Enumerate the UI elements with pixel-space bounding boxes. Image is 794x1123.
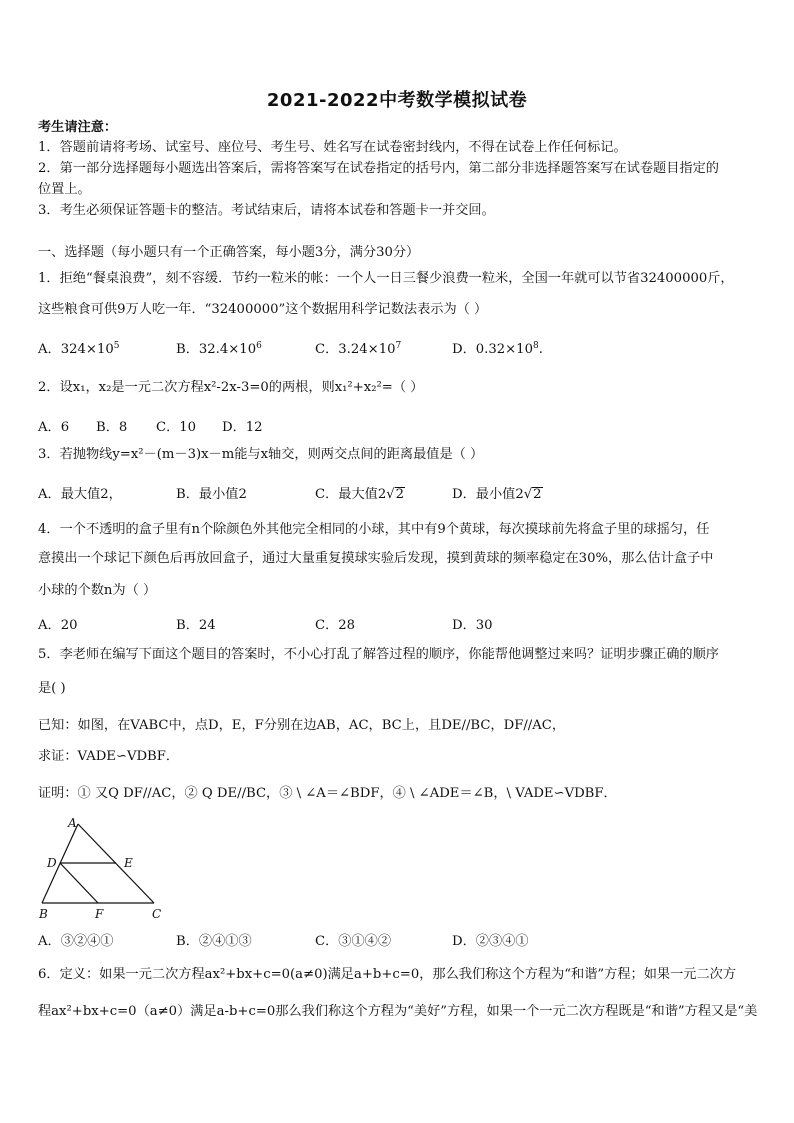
- q4-option-a[interactable]: A．20: [38, 618, 78, 633]
- q1-stem-line-2: 这些粮食可供9万人吃一年．“32400000”这个数据用科学记数法表示为（ ）: [38, 302, 488, 317]
- q1-options: [38, 338, 758, 358]
- notice-heading: 考生请注意：: [38, 120, 118, 135]
- q2-option-d[interactable]: D．12: [222, 420, 263, 435]
- notice-line-3: 位置上。: [38, 182, 91, 197]
- q2-option-a[interactable]: A．6: [38, 420, 70, 435]
- label-f: F: [95, 907, 104, 920]
- label-b: B: [39, 907, 48, 920]
- q3-option-b[interactable]: B．最小值2: [176, 487, 247, 502]
- q6-stem-line-2: 程ax²+bx+c=0（a≠0）满足a-b+c=0那么我们称这个方程为“美好”方程，如果一个一元二次方程既是“和谐”方程又是“美: [38, 1004, 758, 1019]
- notice-line-4: 3．考生必须保证答题卡的整洁。考试结束后，请将本试卷和答题卡一并交回。: [38, 203, 495, 218]
- q5-proof: 证明：① 又Q DF//AC，② Q DE//BC，③ \ ∠A＝∠BDF，④ \ ∠ADE＝∠B，\ VADE∽VDBF．: [38, 786, 617, 801]
- q4-stem-line-2: 意摸出一个球记下颜色后再放回盒子，通过大量重复摸球实验后发现，摸到黄球的频率稳定在30%，那么估计盒子中: [38, 551, 714, 566]
- q4-stem-line-1: 4．一个不透明的盒子里有n个除颜色外其他完全相同的小球，其中有9个黄球，每次摸球前先将盒子里的球摇匀，任: [38, 522, 710, 537]
- q2-stem: 2．设x₁，x₂是一元二次方程x²-2x-3=0的两根，则x₁²+x₂²=（ ）: [38, 380, 424, 395]
- q3-options: [38, 483, 758, 503]
- q4-option-d[interactable]: D．30: [452, 618, 493, 633]
- label-e: E: [124, 856, 133, 870]
- q3-option-a[interactable]: A．最大值2，: [38, 487, 122, 502]
- q4-options: [38, 614, 758, 634]
- q5-option-b[interactable]: B．②④①③: [176, 934, 252, 949]
- label-c: C: [152, 907, 162, 920]
- segment-df: [60, 863, 98, 903]
- label-a: A: [68, 816, 77, 830]
- page-title: 2021-2022中考数学模拟试卷: [266, 90, 528, 111]
- q4-option-b[interactable]: B．24: [176, 618, 216, 633]
- q5-prove: 求证：VADE∽VDBF．: [38, 749, 180, 764]
- q5-given: 已知：如图，在VABC中，点D，E，F分别在边AB，AC，BC上，且DE//BC，DF//AC，: [38, 718, 566, 733]
- q1-option-b[interactable]: B．$32.4\times 10^6$: [176, 341, 262, 357]
- q2-option-c[interactable]: C．10: [156, 420, 197, 435]
- sqrt-symbol: √: [523, 487, 533, 502]
- q1-option-a[interactable]: A．$324\times 10^5$: [38, 341, 120, 357]
- q4-option-c[interactable]: C．28: [315, 618, 356, 633]
- section-heading: 一、选择题（每小题只有一个正确答案，每小题3分，满分30分）: [38, 245, 420, 260]
- q5-stem-line-1: 5．李老师在编写下面这个题目的答案时，不小心打乱了解答过程的顺序，你能帮他调整过来吗？证明步骤正确的顺序: [38, 647, 719, 662]
- triangle-figure: [36, 815, 176, 920]
- q1-option-c[interactable]: C．$3.24\times 10^7$: [315, 341, 402, 357]
- notice-line-1: 1．答题前请将考场、试室号、座位号、考生号、姓名写在试卷密封线内，不得在试卷上作任何标记。: [38, 140, 627, 155]
- q5-options: [38, 930, 758, 950]
- q5-option-d[interactable]: D．②③④①: [452, 934, 529, 949]
- q2-options: [38, 416, 758, 436]
- q3-option-d[interactable]: D．最小值2√2: [452, 487, 542, 502]
- q5-option-c[interactable]: C．③①④②: [315, 934, 392, 949]
- notice-line-2: 2．第一部分选择题每小题选出答案后，需将答案写在试卷指定的括号内，第二部分非选择题答案写在试卷题目指定的: [38, 161, 719, 176]
- q5-option-a[interactable]: A．③②④①: [38, 934, 114, 949]
- q2-option-b[interactable]: B．8: [96, 420, 128, 435]
- q1-stem-line-1: 1．拒绝“餐桌浪费”，刻不容缓．节约一粒米的帐：一个人一日三餐少浪费一粒米，全国一年就可以节省32400000斤，: [38, 271, 734, 286]
- q4-stem-line-3: 小球的个数n为（ ）: [38, 583, 157, 598]
- sqrt-symbol: √: [386, 487, 395, 502]
- q5-stem-line-2: 是( ): [38, 681, 66, 696]
- q3-option-c[interactable]: C．最大值2√2: [315, 487, 405, 502]
- q6-stem-line-1: 6．定义：如果一元二次方程ax²+bx+c=0(a≠0)满足a+b+c=0，那么我们称这个方程为“和谐”方程；如果一元二次方: [38, 967, 737, 982]
- q1-option-d[interactable]: D．$0.32\times 10^8$.: [452, 341, 543, 357]
- q3-stem: 3．若抛物线y=x²－(m－3)x－m能与x轴交，则两交点间的距离最值是（ ）: [38, 447, 484, 462]
- label-d: D: [47, 856, 57, 870]
